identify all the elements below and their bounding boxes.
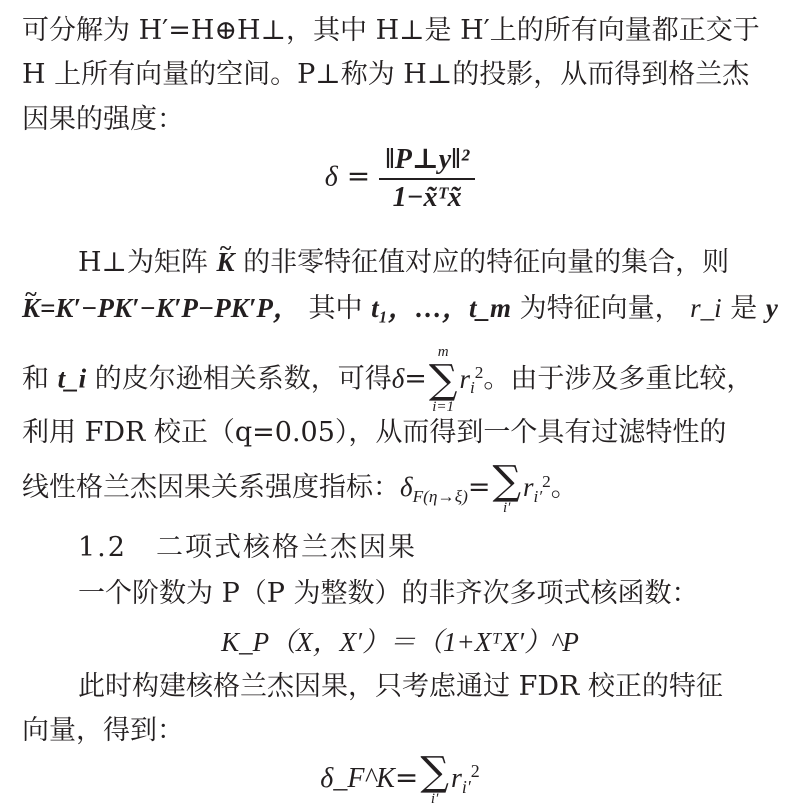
- line-3-text: 因果的强度：: [22, 104, 184, 135]
- eq3-equals: =: [394, 761, 419, 794]
- line-6-r-i: r_i: [690, 293, 722, 323]
- line-6-matrix-expr: =K′−PK′−K′P−PK′P，: [40, 293, 300, 323]
- line-9-text-a: 线性格兰杰因果关系强度指标：: [22, 472, 400, 503]
- line-7-text-b: 的皮尔逊相关系数，可得: [94, 363, 392, 395]
- line-9-sum: [492, 458, 522, 516]
- kernel-equation: K_P（X，X′）＝（1+XᵀX′）^P: [221, 627, 579, 657]
- text-line-6: [22, 289, 782, 328]
- eq3-sum: [420, 749, 449, 807]
- text-line-1: [22, 12, 782, 50]
- equation-kernel-strength: δ_F^K= ∑ i′ $r_{i'}^2$: [320, 749, 480, 807]
- line-7-text-c: 。由于涉及多重比较，: [483, 363, 754, 395]
- section-heading: [78, 529, 800, 567]
- sum-sigma: ∑: [428, 357, 458, 403]
- text-line-8: [22, 414, 782, 452]
- eq1-fraction: [379, 142, 475, 214]
- line-7-text-a: 和: [22, 363, 49, 395]
- line-1-text: 可分解为 H′=H⊕H⊥，其中 H⊥是 H′上的所有向量都正交于: [22, 15, 760, 46]
- sum-lower-limit-3: i′: [430, 791, 439, 807]
- section-title: 1.2 二项式核格兰杰因果: [78, 532, 417, 563]
- line-5-text-a: H⊥为矩阵: [78, 247, 208, 278]
- matrix-k-tilde: ~ K: [217, 243, 235, 281]
- line-13-text: 此时构建核格兰杰因果，只考虑通过 FDR 校正的特征: [78, 671, 723, 702]
- text-line-7: 和 t_i 的皮尔逊相关系数，可得δ= m ∑ i=1 $r_i^2$。由于涉及多重比较，: [22, 344, 754, 415]
- line-7-delta: δ: [391, 363, 405, 394]
- eq1-denominator: 1−x̃ᵀx̃: [392, 182, 462, 213]
- text-line-11: [78, 575, 800, 613]
- line-2-text-b: P⊥称为 H⊥的投影，从而得到格兰杰: [297, 59, 750, 90]
- text-line-13: [78, 668, 800, 706]
- equation-strength: [0, 142, 800, 214]
- line-6-text-c: 为特征向量，: [519, 293, 682, 324]
- line-9-equals: =: [467, 472, 491, 503]
- text-line-9: 线性格兰杰因果关系强度指标：$\delta_{F(\eta\to\xi)}=$ ∑ i′ $r_{i'}^2$。: [22, 458, 578, 516]
- text-line-14: [22, 712, 782, 750]
- line-6-text-d: 是: [730, 293, 758, 324]
- sum-lower-limit-2: i′: [503, 500, 511, 516]
- matrix-k-tilde-2: ~ K: [22, 289, 40, 327]
- line-14-text: 向量，得到：: [22, 715, 184, 746]
- line-6-text-b: 其中: [308, 293, 363, 324]
- eq1-numerator: ‖P⊥y‖²: [379, 142, 475, 180]
- text-line-5: [78, 243, 800, 282]
- line-9-text-b: 。: [550, 472, 578, 503]
- sum-sigma-2: ∑: [492, 458, 522, 504]
- line-8-text: 利用 FDR 校正（q=0.05），从而得到一个具有过滤特性的: [22, 417, 727, 448]
- eq1-delta: δ: [324, 161, 338, 193]
- sum-lower-limit: i=1: [432, 399, 455, 415]
- sum-sigma-3: ∑: [420, 749, 449, 795]
- line-7-equals: =: [404, 363, 427, 395]
- line-2-text-a: H 上所有向量的空间。: [22, 59, 298, 90]
- eq1-equals: =: [346, 159, 371, 193]
- line-6-t-list: t₁，…，t_m: [371, 293, 511, 323]
- line-11-text: 一个阶数为 P（P 为整数）的非齐次多项式核函数：: [78, 578, 699, 609]
- text-line-2: [22, 56, 782, 94]
- delta-f-subscript: F(η→ξ): [412, 486, 468, 506]
- line-7-t-i: t_i: [57, 363, 87, 394]
- line-5-text-b: 的非零特征值对应的特征向量的集合，则: [243, 247, 730, 278]
- text-line-3: [22, 101, 782, 139]
- equation-kernel: [0, 620, 800, 659]
- line-7-sum: [429, 345, 458, 415]
- line-6-y: y: [765, 293, 778, 323]
- sum-upper-limit: m: [437, 344, 449, 360]
- eq3-delta: δ_F^K: [320, 763, 395, 794]
